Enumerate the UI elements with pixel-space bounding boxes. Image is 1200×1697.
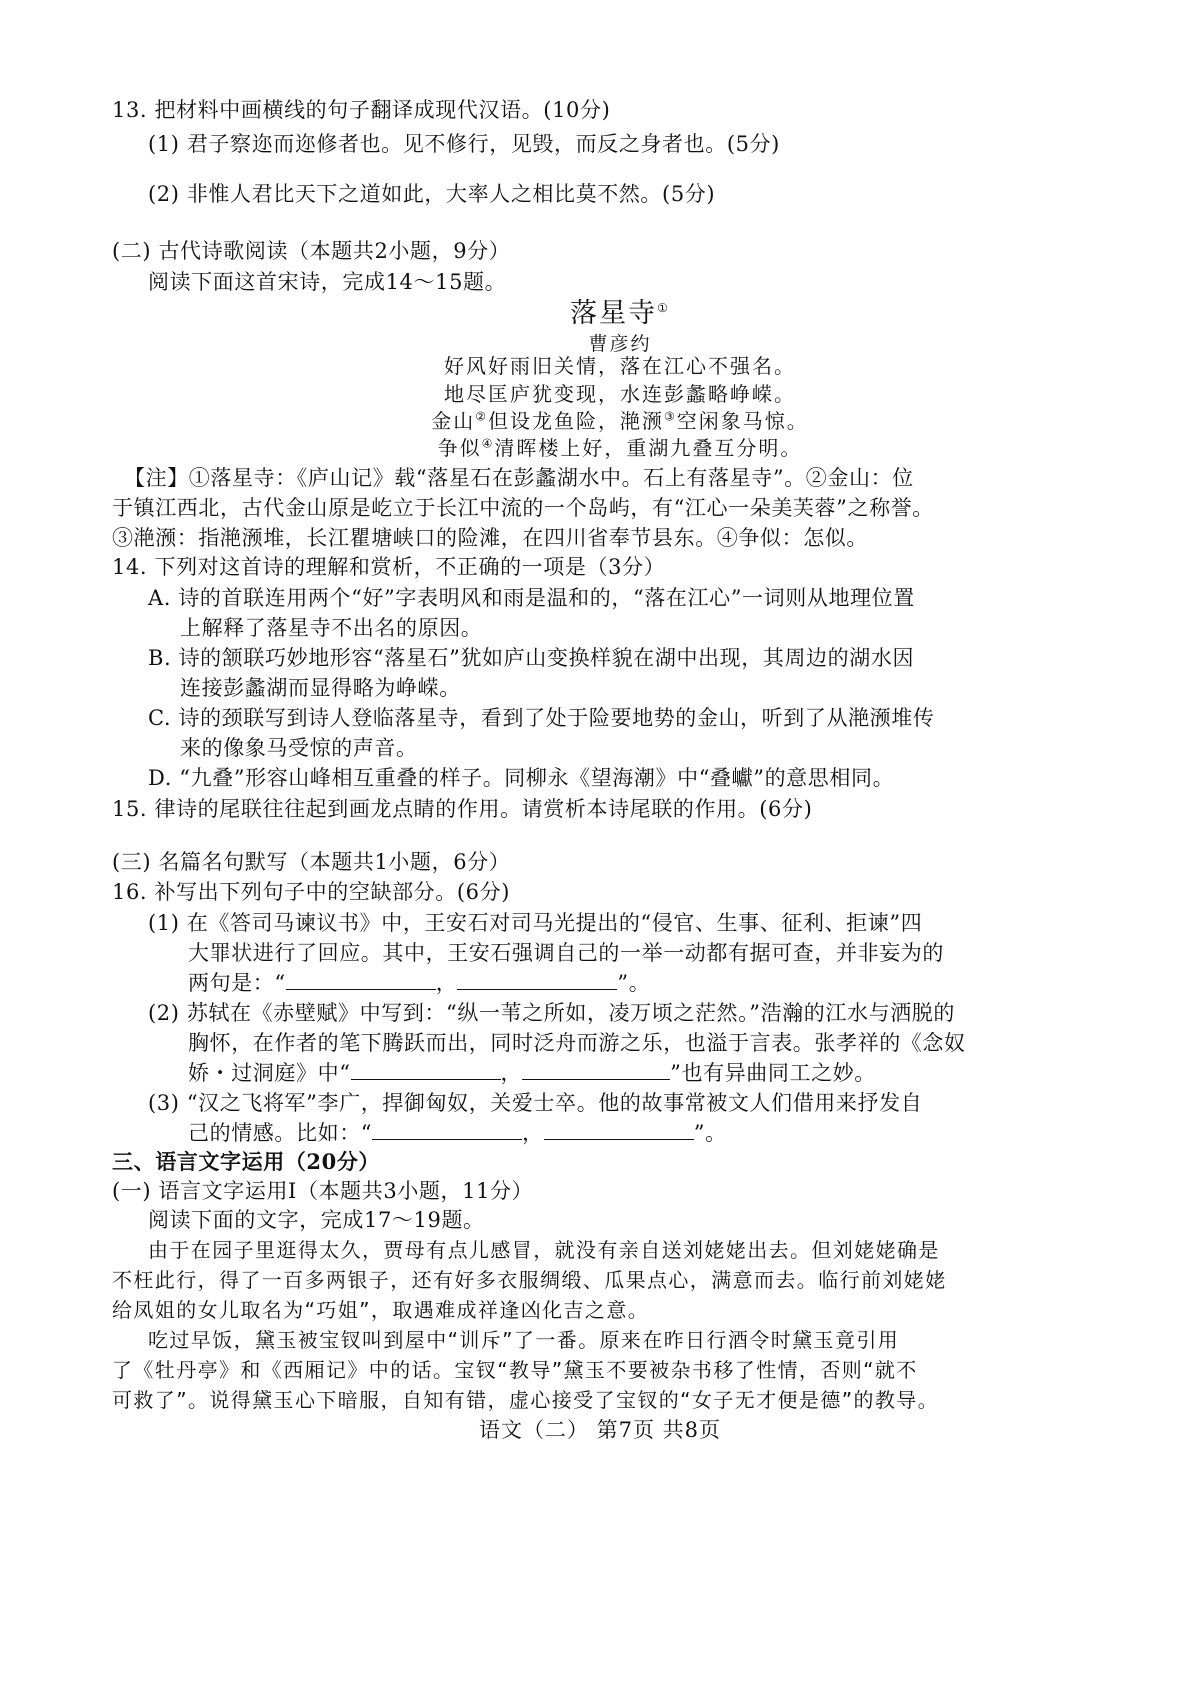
q14-option-c-cont: 来的像象马受惊的声音。 [180, 736, 418, 760]
q16-s1-line-1: (1) 在《答司马谏议书》中，王安石对司马光提出的“侵官、生事、征利、拒谏”四 [148, 911, 923, 935]
q16-s3-comma: ， [522, 1121, 544, 1145]
poem-line-3-part-b: 但设龙鱼险，滟滪 [488, 409, 664, 433]
poem-line-3-part-a: 金山 [431, 409, 476, 433]
q16-s2-line-3 [188, 1059, 876, 1087]
poetry-section-heading: (二) 古代诗歌阅读（本题共2小题，9分） [112, 239, 511, 263]
q16-s1-line-3 [188, 969, 650, 997]
q16-stem: 16. 补写出下列句子中的空缺部分。(6分) [112, 880, 511, 904]
q15-stem: 15. 律诗的尾联往往起到画龙点睛的作用。请赏析本诗尾联的作用。(6分) [112, 797, 813, 821]
q16-s1-blank-1[interactable] [286, 969, 436, 990]
language-sub-heading: (一) 语言文字运用Ⅰ（本题共3小题，11分） [112, 1179, 534, 1203]
poem-title [300, 300, 940, 328]
poem-note-marker-4: ④ [481, 436, 495, 451]
q14-option-b: B. 诗的颔联巧妙地形容“落星石”犹如庐山变换样貌在湖中出现，其周边的湖水因 [148, 646, 915, 670]
language-section-heading: 三、语言文字运用（20分） [112, 1149, 381, 1174]
q16-s2-suffix: ”也有异曲同工之妙。 [670, 1061, 876, 1085]
q14-option-a-cont: 上解释了落星寺不出名的原因。 [180, 616, 483, 640]
poem-line-4-part-a: 争似 [437, 436, 482, 460]
story-line-3: 给凤姐的女儿取名为“巧姐”，取遇难成祥逢凶化吉之意。 [112, 1298, 650, 1322]
poem-line-3 [300, 407, 940, 435]
poem-notes-line-3: ③滟滪：指滟滪堆，长江瞿塘峡口的险滩，在四川省奉节县东。④争似：怎似。 [112, 526, 868, 550]
poem-note-marker-3: ③ [664, 409, 677, 424]
q16-s1-comma: ， [435, 971, 458, 995]
q16-s2-blank-2[interactable] [522, 1059, 670, 1080]
q16-s1-prefix: 两句是：“ [188, 971, 286, 995]
dictation-section-heading: (三) 名篇名句默写（本题共1小题，6分） [112, 850, 511, 874]
poem-line-4-part-b: 清晖楼上好，重湖九叠互分明。 [494, 436, 803, 460]
story-line-1: 由于在园子里逛得太久，贾母有点儿感冒，就没有亲自送刘姥姥出去。但刘姥姥确是 [148, 1238, 940, 1262]
q16-s3-blank-1[interactable] [372, 1119, 522, 1140]
poem-title-note: ① [657, 301, 670, 315]
poem-line-3-part-c: 空闲象马惊。 [676, 409, 809, 433]
story-line-5: 了《牡丹亭》和《西厢记》中的话。宝钗“教导”黛玉不要被杂书移了性情，否则“就不 [112, 1358, 918, 1382]
q14-stem: 14. 下列对这首诗的理解和赏析，不正确的一项是（3分） [112, 555, 666, 579]
story-line-4: 吃过早饭，黛玉被宝钗叫到屋中“训斥”了一番。原来在昨日行酒令时黛玉竟引用 [148, 1328, 900, 1352]
q16-s2-blank-1[interactable] [351, 1059, 501, 1080]
poem-line-2: 地尽匡庐犹变现，水连彭蠡略峥嵘。 [444, 382, 796, 406]
q16-s2-prefix: 娇・过洞庭》中“ [188, 1061, 351, 1085]
poem-title-text: 落星寺 [570, 298, 658, 329]
poetry-intro: 阅读下面这首宋诗，完成14～15题。 [148, 270, 507, 294]
q16-s2-line-2: 胸怀，在作者的笔下腾跃而出，同时泛舟而游之乐，也溢于言表。张孝祥的《念奴 [188, 1031, 966, 1055]
q16-s1-blank-2[interactable] [457, 969, 617, 990]
poem-notes-line-2: 于镇江西北，古代金山原是屹立于长江中流的一个岛屿，有“江心一朵美芙蓉”之称誉。 [112, 496, 934, 520]
q14-option-c: C. 诗的颈联写到诗人登临落星寺，看到了处于险要地势的金山，听到了从滟滪堆传 [148, 706, 935, 730]
story-line-2: 不枉此行，得了一百多两银子，还有好多衣服绸缎、瓜果点心，满意而去。临行前刘姥姥 [112, 1268, 947, 1292]
q14-option-b-cont: 连接彭蠡湖而显得略为峥嵘。 [180, 676, 461, 700]
q16-s1-line-2: 大罪状进行了回应。其中，王安石强调自己的一举一动都有据可查，并非妄为的 [188, 941, 944, 965]
q16-s3-line-1: (3) “汉之飞将军”李广，捍御匈奴，关爱士卒。他的故事常被文人们借用来抒发自 [148, 1091, 923, 1115]
q16-s3-line-2 [188, 1119, 727, 1147]
poem-author: 曹彦约 [588, 333, 652, 355]
q16-s1-suffix: ”。 [617, 971, 651, 995]
q13-sub1: (1) 君子察迩而迩修者也。见不修行，见毁，而反之身者也。(5分) [148, 132, 780, 156]
q16-s2-line-1: (2) 苏轼在《赤壁赋》中写到：“纵一苇之所如，凌万顷之茫然。”浩瀚的江水与洒脱的 [148, 1001, 955, 1025]
q13-sub2: (2) 非惟人君比天下之道如此，大率人之相比莫不然。(5分) [148, 182, 716, 206]
poem-line-1: 好风好雨旧关情，落在江心不强名。 [444, 354, 796, 378]
q16-s3-suffix: ”。 [693, 1121, 727, 1145]
q16-s2-comma: ， [500, 1061, 523, 1085]
q14-option-d: D. “九叠”形容山峰相互重叠的样子。同柳永《望海潮》中“叠巘”的意思相同。 [148, 766, 895, 790]
page-footer: 语文（二） 第7页 共8页 [478, 1418, 722, 1442]
q16-s3-prefix: 己的情感。比如：“ [188, 1121, 373, 1145]
poem-notes-line-1: 【注】①落星寺：《庐山记》载“落星石在彭蠡湖水中。石上有落星寺”。②金山：位 [124, 466, 914, 490]
poem-line-4 [300, 434, 940, 462]
q14-option-a: A. 诗的首联连用两个“好”字表明风和雨是温和的，“落在江心”一词则从地理位置 [148, 586, 915, 610]
poem-note-marker-2: ② [475, 409, 488, 424]
q16-s3-blank-2[interactable] [544, 1119, 694, 1140]
language-intro: 阅读下面的文字，完成17～19题。 [148, 1208, 485, 1232]
story-line-6: 可救了”。说得黛玉心下暗服，自知有错，虚心接受了宝钗的“女子无才便是德”的教导。 [112, 1388, 940, 1412]
q13-stem: 13. 把材料中画横线的句子翻译成现代汉语。(10分) [112, 98, 611, 122]
